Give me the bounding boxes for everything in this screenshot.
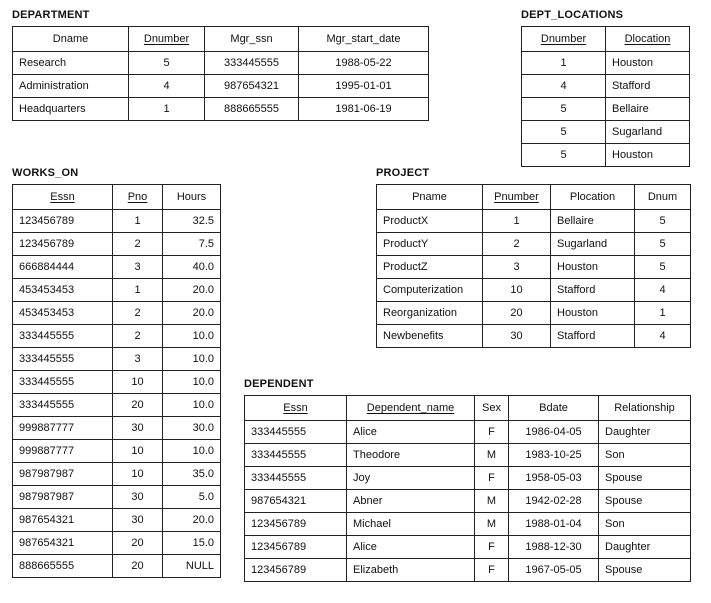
project-header-plocation: Plocation xyxy=(551,185,635,210)
dependent-cell: Michael xyxy=(347,513,475,536)
department-header-dnumber: Dnumber xyxy=(129,27,205,52)
dependent-row xyxy=(245,421,691,444)
dept-locations-cell: Bellaire xyxy=(606,98,690,121)
project-cell: 4 xyxy=(635,325,691,348)
works-on-row xyxy=(13,440,221,463)
project-header-row xyxy=(377,185,691,210)
dependent-cell: Son xyxy=(599,513,691,536)
dept-locations-cell: Houston xyxy=(606,52,690,75)
works-on-cell: 20.0 xyxy=(163,509,221,532)
works-on-section xyxy=(12,166,221,578)
dept-locations-cell: 1 xyxy=(522,52,606,75)
project-body xyxy=(377,210,691,348)
works-on-cell: 333445555 xyxy=(13,371,113,394)
works-on-cell: 123456789 xyxy=(13,210,113,233)
dependent-cell: M xyxy=(475,513,509,536)
dependent-cell: F xyxy=(475,421,509,444)
works-on-row xyxy=(13,394,221,417)
works-on-row xyxy=(13,325,221,348)
works-on-cell: 888665555 xyxy=(13,555,113,578)
dependent-cell: 1958-05-03 xyxy=(509,467,599,490)
dependent-row xyxy=(245,536,691,559)
works-on-cell: 987987987 xyxy=(13,486,113,509)
dependent-cell: 333445555 xyxy=(245,421,347,444)
project-cell: Houston xyxy=(551,256,635,279)
dept-locations-table xyxy=(521,26,690,167)
dependent-cell: Alice xyxy=(347,536,475,559)
department-row xyxy=(13,52,429,75)
works-on-cell: 2 xyxy=(113,302,163,325)
works-on-row xyxy=(13,371,221,394)
dependent-cell: 1967-05-05 xyxy=(509,559,599,582)
dependent-header-bdate: Bdate xyxy=(509,396,599,421)
project-cell: Bellaire xyxy=(551,210,635,233)
works-on-row xyxy=(13,210,221,233)
project-cell: 10 xyxy=(483,279,551,302)
works-on-cell: 1 xyxy=(113,210,163,233)
works-on-title: WORKS_ON xyxy=(12,167,79,179)
works-on-cell: 30.0 xyxy=(163,417,221,440)
project-row xyxy=(377,210,691,233)
works-on-cell: 15.0 xyxy=(163,532,221,555)
dependent-cell: 123456789 xyxy=(245,559,347,582)
dependent-table xyxy=(244,395,691,582)
department-cell: Research xyxy=(13,52,129,75)
works-on-cell: 10 xyxy=(113,440,163,463)
project-row xyxy=(377,325,691,348)
dependent-cell: 333445555 xyxy=(245,467,347,490)
project-cell: 5 xyxy=(635,210,691,233)
dependent-cell: 123456789 xyxy=(245,513,347,536)
dependent-cell: 1986-04-05 xyxy=(509,421,599,444)
department-header-mgr-ssn: Mgr_ssn xyxy=(205,27,299,52)
project-cell: ProductZ xyxy=(377,256,483,279)
project-cell: Stafford xyxy=(551,325,635,348)
department-row xyxy=(13,75,429,98)
works-on-cell: 10 xyxy=(113,463,163,486)
dept-locations-header-dlocation: Dlocation xyxy=(606,27,690,52)
project-cell: Houston xyxy=(551,302,635,325)
dept-locations-cell: 4 xyxy=(522,75,606,98)
works-on-cell: 30 xyxy=(113,486,163,509)
dependent-cell: Daughter xyxy=(599,536,691,559)
works-on-cell: 20.0 xyxy=(163,279,221,302)
works-on-cell: 32.5 xyxy=(163,210,221,233)
dependent-cell: Theodore xyxy=(347,444,475,467)
works-on-cell: 10.0 xyxy=(163,394,221,417)
project-row xyxy=(377,302,691,325)
dept-locations-header-dnumber: Dnumber xyxy=(522,27,606,52)
project-cell: Reorganization xyxy=(377,302,483,325)
works-on-cell: 999887777 xyxy=(13,440,113,463)
works-on-row xyxy=(13,233,221,256)
department-cell: Administration xyxy=(13,75,129,98)
works-on-header-row xyxy=(13,185,221,210)
department-title: DEPARTMENT xyxy=(12,9,90,21)
works-on-cell: 10.0 xyxy=(163,440,221,463)
works-on-cell: 10 xyxy=(113,371,163,394)
dept-locations-cell: 5 xyxy=(522,121,606,144)
works-on-cell: 30 xyxy=(113,509,163,532)
dept-locations-header-row xyxy=(522,27,690,52)
works-on-cell: 3 xyxy=(113,348,163,371)
dept-locations-cell: 5 xyxy=(522,98,606,121)
dependent-header-dependent-name: Dependent_name xyxy=(347,396,475,421)
works-on-cell: 1 xyxy=(113,279,163,302)
project-cell: 3 xyxy=(483,256,551,279)
project-row xyxy=(377,279,691,302)
dept-locations-row xyxy=(522,144,690,167)
project-cell: 1 xyxy=(635,302,691,325)
works-on-row xyxy=(13,279,221,302)
works-on-cell: 333445555 xyxy=(13,325,113,348)
department-cell: 1988-05-22 xyxy=(299,52,429,75)
dept-locations-row xyxy=(522,121,690,144)
department-cell: Headquarters xyxy=(13,98,129,121)
works-on-header-pno: Pno xyxy=(113,185,163,210)
works-on-cell: 453453453 xyxy=(13,302,113,325)
dependent-cell: 987654321 xyxy=(245,490,347,513)
dependent-cell: Daughter xyxy=(599,421,691,444)
project-title: PROJECT xyxy=(376,167,430,179)
works-on-cell: 123456789 xyxy=(13,233,113,256)
dependent-cell: Spouse xyxy=(599,490,691,513)
works-on-cell: 40.0 xyxy=(163,256,221,279)
department-header-mgr-start-date: Mgr_start_date xyxy=(299,27,429,52)
department-row xyxy=(13,98,429,121)
dependent-cell: Alice xyxy=(347,421,475,444)
dependent-row xyxy=(245,444,691,467)
dependent-cell: 1983-10-25 xyxy=(509,444,599,467)
works-on-cell: 5.0 xyxy=(163,486,221,509)
works-on-cell: 987654321 xyxy=(13,509,113,532)
dependent-header-row xyxy=(245,396,691,421)
works-on-cell: 333445555 xyxy=(13,348,113,371)
dependent-header-sex: Sex xyxy=(475,396,509,421)
department-cell: 4 xyxy=(129,75,205,98)
department-cell: 5 xyxy=(129,52,205,75)
dependent-cell: Elizabeth xyxy=(347,559,475,582)
dependent-cell: Joy xyxy=(347,467,475,490)
dependent-cell: Abner xyxy=(347,490,475,513)
works-on-cell: 987654321 xyxy=(13,532,113,555)
project-table xyxy=(376,184,691,348)
works-on-header-hours: Hours xyxy=(163,185,221,210)
department-cell: 1 xyxy=(129,98,205,121)
works-on-cell: 30 xyxy=(113,417,163,440)
dependent-header-relationship: Relationship xyxy=(599,396,691,421)
dependent-cell: 1988-12-30 xyxy=(509,536,599,559)
project-section xyxy=(376,166,691,348)
department-cell: 888665555 xyxy=(205,98,299,121)
dept-locations-cell: 5 xyxy=(522,144,606,167)
works-on-cell: 20 xyxy=(113,394,163,417)
dependent-row xyxy=(245,513,691,536)
works-on-header-essn: Essn xyxy=(13,185,113,210)
department-cell: 333445555 xyxy=(205,52,299,75)
department-body xyxy=(13,52,429,121)
dependent-cell: M xyxy=(475,490,509,513)
dependent-section xyxy=(244,377,691,582)
works-on-cell: 10.0 xyxy=(163,371,221,394)
works-on-row xyxy=(13,417,221,440)
works-on-cell: 10.0 xyxy=(163,325,221,348)
project-row xyxy=(377,233,691,256)
dependent-cell: 1988-01-04 xyxy=(509,513,599,536)
dependent-cell: Son xyxy=(599,444,691,467)
works-on-row xyxy=(13,532,221,555)
works-on-row xyxy=(13,302,221,325)
dependent-row xyxy=(245,490,691,513)
works-on-cell: 2 xyxy=(113,233,163,256)
project-cell: Computerization xyxy=(377,279,483,302)
project-header-pnumber: Pnumber xyxy=(483,185,551,210)
dependent-cell: 123456789 xyxy=(245,536,347,559)
dependent-cell: F xyxy=(475,559,509,582)
project-cell: ProductX xyxy=(377,210,483,233)
dependent-cell: 333445555 xyxy=(245,444,347,467)
dependent-cell: 1942-02-28 xyxy=(509,490,599,513)
dependent-title: DEPENDENT xyxy=(244,378,314,390)
dependent-cell: Spouse xyxy=(599,467,691,490)
works-on-cell: 2 xyxy=(113,325,163,348)
department-header-dname: Dname xyxy=(13,27,129,52)
works-on-row xyxy=(13,509,221,532)
dependent-header-essn: Essn xyxy=(245,396,347,421)
works-on-cell: 20 xyxy=(113,555,163,578)
dept-locations-body xyxy=(522,52,690,167)
works-on-cell: 3 xyxy=(113,256,163,279)
dependent-body xyxy=(245,421,691,582)
works-on-row xyxy=(13,555,221,578)
works-on-row xyxy=(13,486,221,509)
dependent-cell: F xyxy=(475,536,509,559)
works-on-cell: 453453453 xyxy=(13,279,113,302)
project-cell: 1 xyxy=(483,210,551,233)
dept-locations-cell: Stafford xyxy=(606,75,690,98)
works-on-row xyxy=(13,348,221,371)
dependent-row xyxy=(245,467,691,490)
department-cell: 987654321 xyxy=(205,75,299,98)
project-cell: 20 xyxy=(483,302,551,325)
dependent-cell: M xyxy=(475,444,509,467)
dept-locations-row xyxy=(522,52,690,75)
dept-locations-cell: Sugarland xyxy=(606,121,690,144)
department-section xyxy=(12,8,429,121)
dept-locations-row xyxy=(522,75,690,98)
project-row xyxy=(377,256,691,279)
project-header-pname: Pname xyxy=(377,185,483,210)
dependent-row xyxy=(245,559,691,582)
works-on-cell: 35.0 xyxy=(163,463,221,486)
works-on-cell: 666884444 xyxy=(13,256,113,279)
department-table xyxy=(12,26,429,121)
department-cell: 1995-01-01 xyxy=(299,75,429,98)
project-header-dnum: Dnum xyxy=(635,185,691,210)
works-on-cell: 987987987 xyxy=(13,463,113,486)
dept-locations-section xyxy=(521,8,690,167)
project-cell: ProductY xyxy=(377,233,483,256)
works-on-row xyxy=(13,463,221,486)
works-on-table xyxy=(12,184,221,578)
project-cell: Sugarland xyxy=(551,233,635,256)
project-cell: 4 xyxy=(635,279,691,302)
works-on-body xyxy=(13,210,221,578)
works-on-cell: 333445555 xyxy=(13,394,113,417)
project-cell: 30 xyxy=(483,325,551,348)
works-on-row xyxy=(13,256,221,279)
works-on-cell: 7.5 xyxy=(163,233,221,256)
dependent-cell: Spouse xyxy=(599,559,691,582)
works-on-cell: 20.0 xyxy=(163,302,221,325)
dept-locations-row xyxy=(522,98,690,121)
department-cell: 1981-06-19 xyxy=(299,98,429,121)
works-on-cell: 10.0 xyxy=(163,348,221,371)
dept-locations-title: DEPT_LOCATIONS xyxy=(521,9,624,21)
works-on-cell: 999887777 xyxy=(13,417,113,440)
project-cell: 5 xyxy=(635,233,691,256)
project-cell: 5 xyxy=(635,256,691,279)
works-on-cell: NULL xyxy=(163,555,221,578)
dependent-cell: F xyxy=(475,467,509,490)
dept-locations-cell: Houston xyxy=(606,144,690,167)
project-cell: Stafford xyxy=(551,279,635,302)
department-header-row xyxy=(13,27,429,52)
works-on-cell: 20 xyxy=(113,532,163,555)
project-cell: 2 xyxy=(483,233,551,256)
project-cell: Newbenefits xyxy=(377,325,483,348)
